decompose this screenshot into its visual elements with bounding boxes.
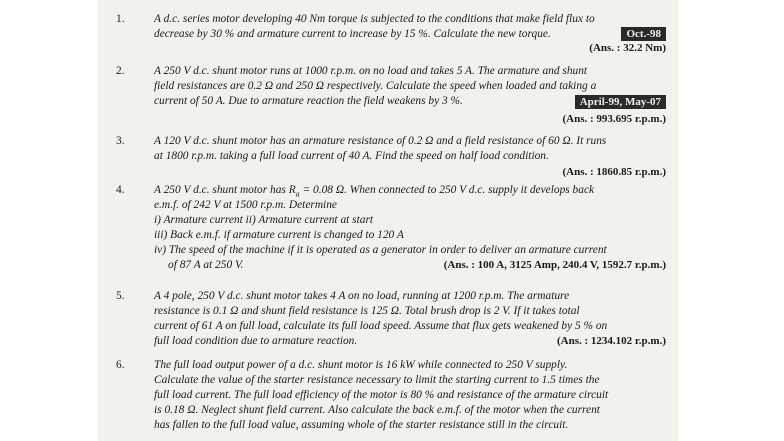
problem-text-line: A 120 V d.c. shunt motor has an armature resistance of 0.2 Ω and a field resistance of 60 Ω. It runs [154,135,607,147]
problem-text-line: A d.c. series motor developing 40 Nm torque is subjected to the conditions that make field flux to [154,13,595,25]
problem-number: 6. [116,359,125,371]
problem-subpart-line: of 87 A at 250 V. [168,259,244,271]
problem-number: 1. [116,13,125,25]
answer: (Ans. : 1860.85 r.p.m.) [562,166,666,178]
problem-number: 5. [116,290,125,302]
problem-text-line: is 0.18 Ω. Neglect shunt field current. Also calculate the back e.m.f. of the motor when the current [154,404,600,416]
problem-number: 3. [116,135,125,147]
problem-text-line: e.m.f. of 242 V at 1500 r.p.m. Determine [154,199,337,211]
answer: (Ans. : 32.2 Nm) [589,42,666,54]
problem-text-line: current of 61 A on full load, calculate its full load speed. Assume that flux gets weakened by 5 % on [154,320,608,332]
problem-text-line: A 250 V d.c. shunt motor runs at 1000 r.p.m. on no load and takes 5 A. The armature and shunt [154,65,588,77]
problem-text-line: Calculate the value of the starter resistance necessary to limit the starting current to 1.5 times the [154,374,600,386]
problem-list [98,0,678,441]
problem-subpart-line: iii) Back e.m.f. if armature current is changed to 120 A [154,229,404,241]
problem-text-line: A 4 pole, 250 V d.c. shunt motor takes 4 A on no load, running at 1200 r.p.m. The armature [154,290,570,302]
problem-subpart-line: i) Armature current ii) Armature current at start [154,214,374,226]
problem-text-line: full load condition due to armature reaction. [154,335,358,347]
problem-subpart-line: iv) The speed of the machine if it is operated as a generator in order to deliver an armature current [154,244,607,256]
problem-text-line: has fallen to the full load value, assuming whole of the starter resistance still in the circuit. [154,419,569,431]
problem-text-line: resistance is 0.1 Ω and shunt field resistance is 125 Ω. Total brush drop is 2 V. If it takes total [154,305,580,317]
problem-number: 2. [116,65,125,77]
problem-text-line: current of 50 A. Due to armature reaction the field weakens by 3 %. [154,95,463,107]
problem-text-line: full load current. The full load efficiency of the motor is 80 % and resistance of the armature circuit [154,389,609,401]
answer: (Ans. : 1234.102 r.p.m.) [557,335,666,347]
problem-text-line: decrease by 30 % and armature current to increase by 15 %. Calculate the new torque. [154,28,551,40]
answer: (Ans. : 993.695 r.p.m.) [562,113,666,125]
problem-text-line: The full load output power of a d.c. shunt motor is 16 kW while connected to 250 V supply. [154,359,568,371]
exam-tag: April-99, May-07 [575,95,666,109]
textbook-page [98,0,678,441]
answer: (Ans. : 100 A, 3125 Amp, 240.4 V, 1592.7 r.p.m.) [443,259,666,271]
problem-text-segment: = 0.08 Ω. When connected to 250 V d.c. supply it develops back [299,184,595,196]
exam-tag: Oct.-98 [621,27,666,41]
problem-text-line: field resistances are 0.2 Ω and 250 Ω respectively. Calculate the speed when loaded and taking a [154,80,597,92]
problem-text-segment: A 250 V d.c. shunt motor has R [154,184,296,196]
problem-number: 4. [116,184,125,196]
subscript: a [295,189,300,199]
problem-text-line: at 1800 r.p.m. taking a full load current of 40 A. Find the speed on half load condition. [154,150,549,162]
